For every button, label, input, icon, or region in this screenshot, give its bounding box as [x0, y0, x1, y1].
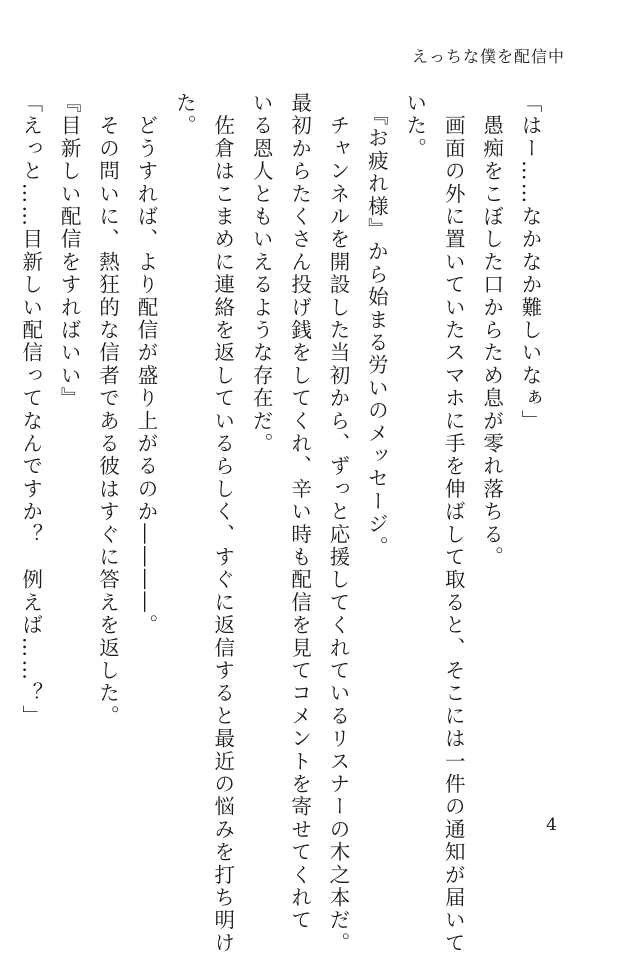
page-number: 4: [546, 815, 557, 835]
text-line: いた。: [402, 92, 427, 161]
text-line: 『目新しい配信をすればいい』: [57, 92, 82, 410]
text-line: どうすれば、より配信が盛り上がるのか――――。: [133, 92, 158, 637]
text-line: 画面の外に置いていたスマホに手を伸ばして取ると、そこには一件の通知が届いて: [441, 92, 466, 955]
text-line: 最初からたくさん投げ銭をしてくれ、辛い時も配信を見てコメントを寄せてくれて: [287, 92, 312, 932]
text-line: た。: [172, 92, 197, 138]
text-line: いる恩人ともいえるような存在だ。: [249, 92, 274, 456]
text-line: 愚痴をこぼした口からため息が零れ落ちる。: [479, 92, 504, 569]
text-line: 佐倉はこまめに連絡を返しているらしく、すぐに返信すると最近の悩みを打ち明け: [210, 92, 235, 955]
running-header-title: えっちな僕を配信中: [411, 47, 565, 66]
text-line: その問いに、熱狂的な信者である彼はすぐに答えを返した。: [95, 92, 120, 728]
text-line: 「えっと……目新しい配信ってなんですか？ 例えば……？」: [18, 92, 43, 728]
vertical-body-text: [11, 92, 549, 955]
text-line: チャンネルを開設した当初から、ずっと応援してくれているリスナーの木之本だ。: [325, 92, 350, 955]
text-line: 『お疲れ様』から始まる労いのメッセージ。: [364, 92, 389, 559]
text-line: 「はー……なかなか難しいなぁ」: [518, 92, 542, 433]
